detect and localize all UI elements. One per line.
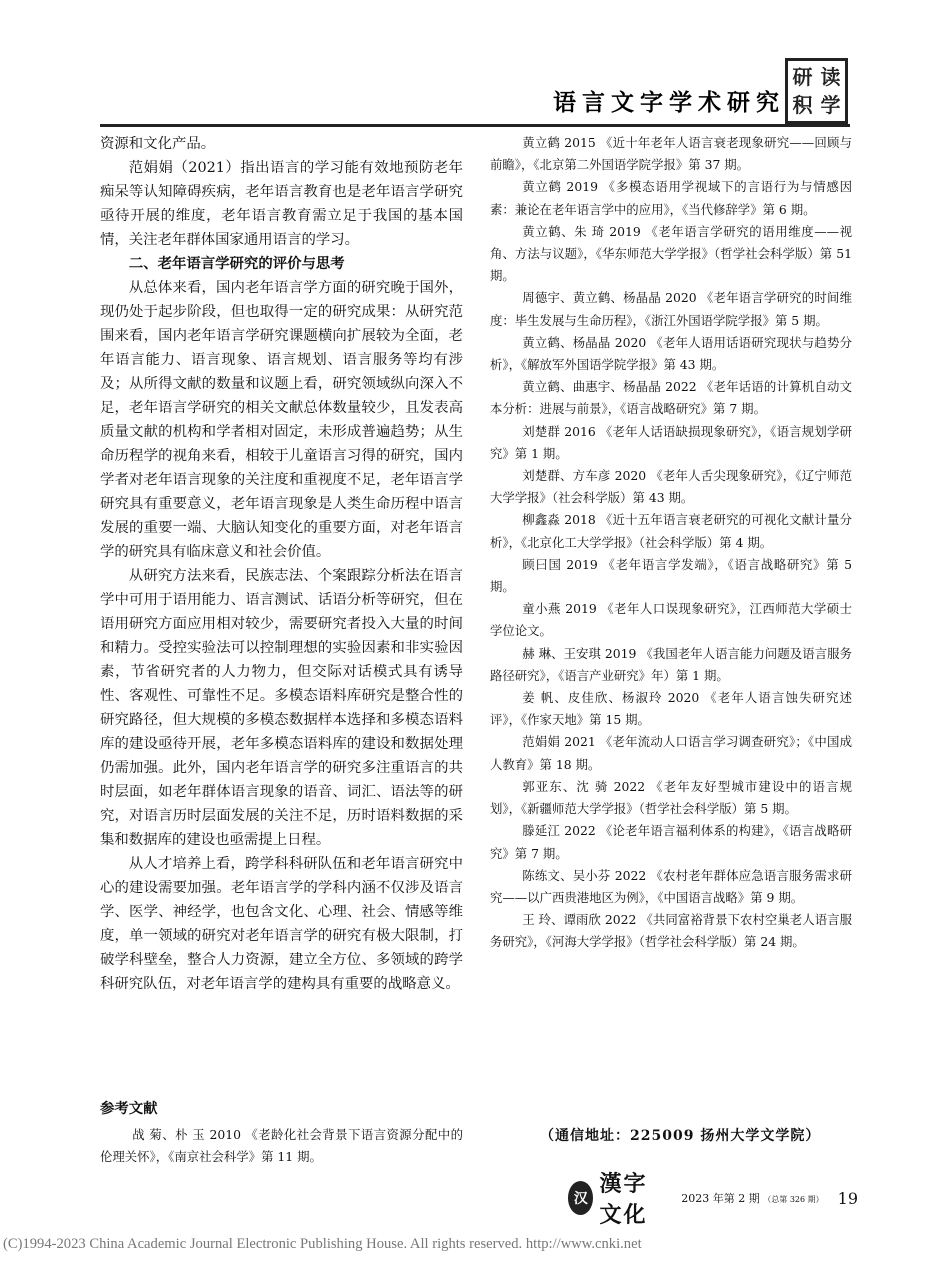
reference-entry: 柳鑫淼 2018 《近十五年语言衰老研究的可视化文献计量分析》，《北京化工大学学报》（社会科学版）第 4 期。 [490, 512, 852, 550]
reference-entry: 刘楚群、方车彦 2020 《老年人舌尖现象研究》，《辽宁师范大学学报》（社会科学版）第 43 期。 [490, 468, 852, 506]
references-right-column [490, 132, 852, 954]
references-title: 参考文献 [100, 1100, 158, 1117]
issue-number: 2023 年第 2 期 [681, 1192, 760, 1205]
reference-entry: 刘楚群 2016 《老年人话语缺损现象研究》，《语言规划学研究》第 1 期。 [490, 423, 852, 461]
reference-entry: 周德宇、黄立鹤、杨晶晶 2020 《老年语言学研究的时间维度：毕生发展与生命历程》，《浙江外国语学院学报》第 5 期。 [490, 290, 852, 328]
reference-entry: 黄立鹤、朱 琦 2019 《老年语言学研究的语用维度——视角、方法与议题》，《华东师范大学学报》（哲学社会科学版）第 51 期。 [490, 223, 852, 284]
issue-total: （总第 326 期） [763, 1195, 824, 1204]
reference-entry: 顾曰国 2019 《老年语言学发端》，《语言战略研究》第 5 期。 [490, 556, 852, 595]
page-number: 19 [837, 1188, 858, 1208]
body-paragraph: 资源和文化产品。 [100, 136, 216, 152]
references-left [100, 1124, 463, 1168]
running-header-title: 语言文字学术研究 [553, 89, 785, 116]
body-paragraph: 从总体来看，国内老年语言学方面的研究晚于国外，现仍处于起步阶段，但也取得一定的研究成果：从研究范围来看，国内老年语言学研究课题横向扩展较为全面，老年语言能力、语言现象、语言规划、语言服务等均有涉及；从所得文献的数量和议题上看，研究领域纵向深入不足，老年语言学研究的相关文献总体数量较少，且发表高质量文献的机构和学者相对固定，未形成普遍趋势；从生命历程学的视角来看，相较于儿童语言习得的研究，国内学者对老年语言现象的关注度和重视度不足，老年语言学研究具有重要意义，老年语言现象是人类生命历程中语言发展的重要一端、大脑认知变化的重要方面，对老年语言学的研究具有临床意义和社会价值。 [100, 280, 463, 560]
issue-info [681, 1190, 823, 1206]
copyright-watermark: (C)1994-2023 China Academic Journal Electronic Publishing House. All rights reserved. http://www.cnki.net [3, 1236, 642, 1252]
reference-entry: 郭亚东、沈 骑 2022 《老年友好型城市建设中的语言规划》，《新疆师范大学学报》（哲学社会科学版）第 5 期。 [490, 778, 852, 817]
reference-entry: 童小燕 2019 《老年人口误现象研究》，江西师范大学硕士学位论文。 [490, 601, 852, 639]
logo-char: 积 [792, 93, 813, 117]
body-left-column [100, 132, 463, 1092]
page-footer [568, 1171, 858, 1228]
reference-entry: 范娟娟 2021 《老年流动人口语言学习调查研究》；《中国成人教育》第 18 期。 [490, 734, 852, 772]
reference-entry: 滕延江 2022 《论老年语言福利体系的构建》，《语言战略研究》第 7 期。 [490, 823, 852, 861]
logo-char: 学 [820, 93, 841, 117]
logo-char: 读 [820, 65, 841, 89]
section-heading: 二、老年语言学研究的评价与思考 [128, 255, 345, 272]
reference-entry: 黄立鹤、杨晶晶 2020 《老年人语用话语研究现状与趋势分析》，《解放军外国语学院学报》第 43 期。 [490, 334, 852, 373]
journal-emblem-icon: 汉 [568, 1181, 593, 1215]
reference-entry: 黄立鹤 2015 《近十年老年人语言衰老现象研究——回顾与前瞻》，《北京第二外国语学院学报》第 37 期。 [490, 135, 852, 173]
logo-char: 研 [792, 65, 813, 89]
journal-name: 漢字文化 [599, 1171, 648, 1228]
author-contact-address: （通信地址：225009 扬州大学文学院） [540, 1128, 821, 1144]
header-rule [100, 124, 850, 127]
reference-entry: 赫 琳、王安琪 2019 《我国老年人语言能力问题及语言服务路径研究》，《语言产业研究》年）第 1 期。 [490, 645, 852, 683]
reference-entry: 黄立鹤 2019 《多模态语用学视域下的言语行为与情感因素：兼论在老年语言学中的应用》，《当代修辞学》第 6 期。 [490, 179, 852, 217]
reference-entry: 黄立鹤、曲惠宇、杨晶晶 2022 《老年话语的计算机自动文本分析：进展与前景》，《语言战略研究》第 7 期。 [490, 379, 852, 417]
body-paragraph: 从人才培养上看，跨学科科研队伍和老年语言研究中心的建设需要加强。老年语言学的学科内涵不仅涉及语言学、医学、神经学，也包含文化、心理、社会、情感等维度，单一领域的研究对老年语言学的研究有极大限制，打破学科壁垒，整合人力资源，建立全方位、多领域的跨学科研究队伍，对老年语言学的建构具有重要的战略意义。 [100, 856, 463, 992]
column-logo [785, 58, 848, 124]
reference-entry: 王 玲、谭雨欣 2022 《共同富裕背景下农村空巢老人语言服务研究》，《河海大学学报》（哲学社会科学版）第 24 期。 [490, 912, 852, 950]
body-paragraph: 范娟娟（2021）指出语言的学习能有效地预防老年痴呆等认知障碍疾病，老年语言教育也是老年语言学研究亟待开展的维度，老年语言教育需立足于我国的基本国情，关注老年群体国家通用语言的学习。 [100, 160, 463, 248]
reference-entry: 陈练文、吴小芬 2022 《农村老年群体应急语言服务需求研究——以广西贵港地区为例》，《中国语言战略》第 9 期。 [490, 867, 852, 905]
body-paragraph: 从研究方法来看，民族志法、个案跟踪分析法在语言学中可用于语用能力、语言测试、话语分析等研究，但在语用研究方面应用相对较少，需要研究者投入大量的时间和精力。受控实验法可以控制理想的实验因素和非实验因素，节省研究者的人力物力，但交际对话模式具有诱导性、客观性、可靠性不足。多模态语料库研究是整合性的研究路径，但大规模的多模态数据样本选择和多模态语料库的建设亟待开展，老年多模态语料库的建设和数据处理仍需加强。此外，国内老年语言学的研究多注重语言的共时层面，如老年群体语言现象的语音、词汇、语法等的研究，对语言历时层面发展的关注不足，历时语料数据的采集和数据库的建设也亟需提上日程。 [100, 568, 463, 848]
reference-entry: 战 菊、朴 玉 2010 《老龄化社会背景下语言资源分配中的伦理关怀》，《南京社会科学》第 11 期。 [100, 1127, 463, 1165]
reference-entry: 姜 帆、皮佳欣、杨淑玲 2020 《老年人语言蚀失研究述评》，《作家天地》第 15 期。 [490, 690, 852, 728]
